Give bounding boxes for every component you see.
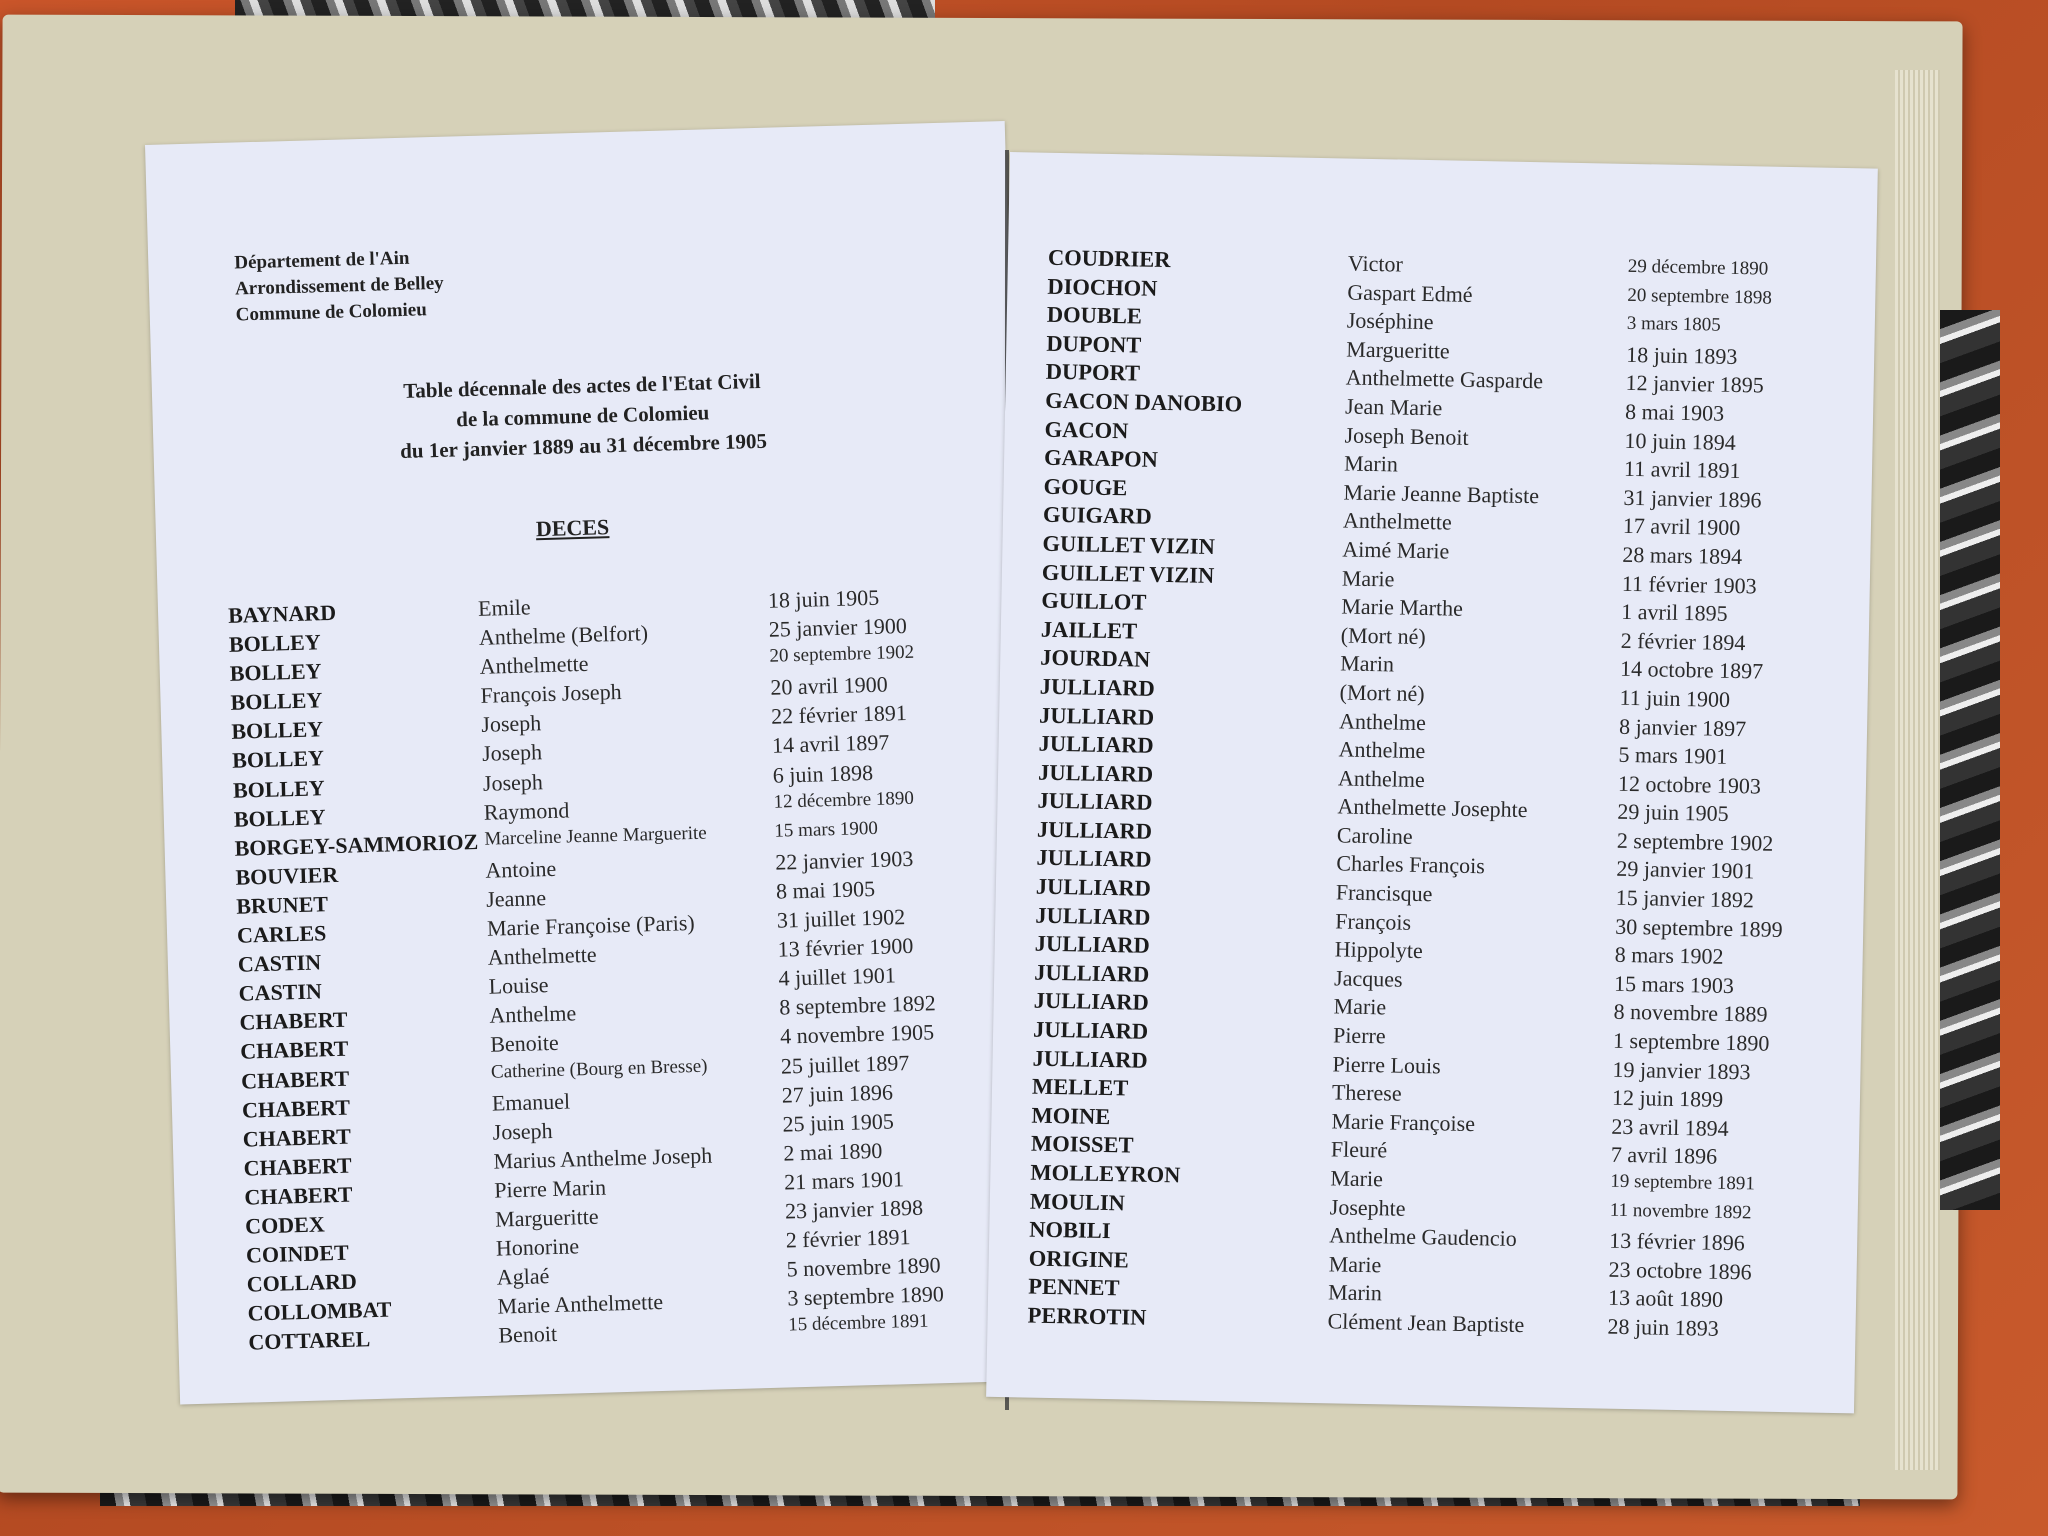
surname: BOLLEY bbox=[230, 687, 323, 716]
surname: CODEX bbox=[244, 1211, 325, 1239]
death-date: 27 juin 1896 bbox=[781, 1079, 894, 1108]
surname: JULLIARD bbox=[1034, 959, 1150, 987]
death-date: 28 juin 1893 bbox=[1607, 1313, 1720, 1341]
section-title: DECES bbox=[535, 514, 610, 542]
death-date: 12 juin 1899 bbox=[1611, 1084, 1724, 1113]
surname: COLLARD bbox=[246, 1268, 358, 1297]
death-date: 20 avril 1900 bbox=[770, 671, 889, 701]
surname: BOLLEY bbox=[231, 716, 324, 745]
surname: CHABERT bbox=[242, 1123, 352, 1152]
first-names: (Mort né) bbox=[1339, 679, 1425, 706]
first-names: Marin bbox=[1327, 1279, 1383, 1306]
surname: CHABERT bbox=[241, 1094, 351, 1123]
death-date: 21 mars 1901 bbox=[783, 1166, 905, 1195]
page-edges bbox=[1895, 70, 1940, 1470]
first-names: Jacques bbox=[1333, 965, 1403, 992]
death-date: 20 septembre 1902 bbox=[769, 641, 915, 667]
surname: BAYNARD bbox=[227, 599, 337, 628]
death-date: 11 février 1903 bbox=[1621, 570, 1757, 598]
death-date: 6 juin 1898 bbox=[772, 759, 874, 788]
first-names: Marie Françoise bbox=[1331, 1108, 1476, 1136]
first-names: Joseph bbox=[481, 739, 543, 767]
death-date: 17 avril 1900 bbox=[1622, 513, 1741, 541]
first-names: Margueritte bbox=[1346, 336, 1450, 364]
surname: JULLIARD bbox=[1037, 759, 1154, 787]
first-names: Victor bbox=[1347, 250, 1404, 277]
first-names: Benoit bbox=[498, 1321, 558, 1348]
death-date: 29 juin 1905 bbox=[1617, 799, 1729, 827]
first-names: Anthelme bbox=[489, 1000, 577, 1029]
surname: GARAPON bbox=[1043, 444, 1159, 473]
death-date: 13 février 1896 bbox=[1608, 1227, 1746, 1256]
surname: PERROTIN bbox=[1027, 1302, 1147, 1330]
first-names: Marie bbox=[1328, 1251, 1382, 1278]
death-date: 11 avril 1891 bbox=[1623, 456, 1741, 484]
surname: COTTAREL bbox=[248, 1326, 371, 1355]
death-date: 22 janvier 1903 bbox=[774, 845, 914, 875]
surname: BOLLEY bbox=[232, 774, 326, 803]
surname: MOINE bbox=[1031, 1102, 1111, 1129]
surname: JULLIARD bbox=[1035, 902, 1151, 930]
death-date: 13 août 1890 bbox=[1607, 1285, 1724, 1313]
first-names: Emile bbox=[477, 594, 531, 621]
first-names: Joseph bbox=[492, 1117, 553, 1145]
death-date: 30 septembre 1899 bbox=[1615, 913, 1783, 942]
death-date: 11 novembre 1892 bbox=[1609, 1199, 1752, 1224]
death-date: 4 novembre 1905 bbox=[779, 1019, 935, 1050]
surname: CHABERT bbox=[244, 1181, 353, 1210]
surname: NOBILI bbox=[1029, 1216, 1111, 1244]
first-names: Margueritte bbox=[494, 1203, 599, 1232]
surname: JULLIARD bbox=[1036, 845, 1152, 873]
title-line: Table décennale des actes de l'Etat Civil bbox=[402, 368, 761, 403]
first-names: Anthelme bbox=[1338, 707, 1427, 735]
death-date: 5 novembre 1890 bbox=[786, 1252, 941, 1282]
first-names: (Mort né) bbox=[1340, 622, 1426, 649]
surname: COINDET bbox=[245, 1239, 350, 1268]
surname: MOISSET bbox=[1030, 1130, 1134, 1158]
marbled-cover-right bbox=[1940, 310, 2000, 1210]
death-date: 2 février 1894 bbox=[1620, 627, 1746, 655]
surname: GACON bbox=[1044, 416, 1129, 443]
surname: CASTIN bbox=[237, 949, 322, 977]
right-entry-list bbox=[1027, 245, 1866, 1347]
first-names: Anthelme bbox=[1337, 765, 1426, 792]
surname: JULLIARD bbox=[1036, 816, 1153, 844]
first-names: Therese bbox=[1331, 1079, 1402, 1106]
death-date: 7 avril 1896 bbox=[1610, 1142, 1718, 1170]
death-date: 15 mars 1900 bbox=[774, 817, 879, 842]
first-names: Antoine bbox=[485, 855, 557, 883]
first-names: Joseph bbox=[482, 768, 544, 796]
surname: JULLIARD bbox=[1034, 930, 1151, 959]
first-names: Marius Anthelme Joseph bbox=[493, 1142, 713, 1174]
first-names: Marie Françoise (Paris) bbox=[486, 909, 695, 941]
death-date: 22 février 1891 bbox=[770, 700, 908, 730]
header-line: Département de l'Ain bbox=[234, 247, 410, 274]
first-names: Marie Anthelmette bbox=[497, 1289, 664, 1319]
surname: JULLIARD bbox=[1038, 702, 1155, 730]
surname: GUILLET VIZIN bbox=[1041, 559, 1215, 588]
death-date: 3 septembre 1890 bbox=[787, 1281, 945, 1311]
death-date: 20 septembre 1898 bbox=[1627, 284, 1773, 309]
surname: COUDRIER bbox=[1047, 244, 1171, 273]
death-date: 31 janvier 1896 bbox=[1623, 484, 1762, 513]
death-date: 29 décembre 1890 bbox=[1627, 255, 1769, 280]
surname: COLLOMBAT bbox=[247, 1296, 392, 1326]
first-names: Catherine (Bourg en Bresse) bbox=[490, 1055, 708, 1083]
first-names: Anthelme bbox=[1338, 736, 1426, 764]
first-names: Aimé Marie bbox=[1342, 536, 1450, 564]
surname: JAILLET bbox=[1040, 616, 1138, 644]
death-date: 23 janvier 1898 bbox=[784, 1194, 924, 1224]
header-block bbox=[234, 245, 445, 329]
first-names: Anthelmette Josephte bbox=[1337, 793, 1528, 823]
death-date: 8 mai 1905 bbox=[775, 875, 876, 904]
left-sheet bbox=[145, 121, 1040, 1405]
death-date: 15 janvier 1892 bbox=[1615, 884, 1755, 913]
title-line: de la commune de Colomieu bbox=[455, 400, 710, 432]
death-date: 8 janvier 1897 bbox=[1618, 713, 1747, 741]
first-names: Marie Marthe bbox=[1341, 593, 1464, 621]
surname: ORIGINE bbox=[1028, 1245, 1130, 1273]
surname: CARLES bbox=[236, 920, 327, 948]
surname: DOUBLE bbox=[1046, 301, 1143, 329]
first-names: Marin bbox=[1340, 650, 1395, 677]
first-names: Benoite bbox=[489, 1030, 560, 1058]
surname: MELLET bbox=[1031, 1073, 1129, 1101]
first-names: Jeanne bbox=[485, 885, 547, 912]
surname: BRUNET bbox=[235, 891, 329, 919]
first-names: Francisque bbox=[1335, 879, 1433, 907]
first-names: Marie bbox=[1330, 1165, 1384, 1192]
right-sheet bbox=[986, 152, 1878, 1413]
surname: GUIGARD bbox=[1042, 502, 1153, 530]
first-names: Hippolyte bbox=[1334, 936, 1423, 964]
death-date: 25 juillet 1897 bbox=[780, 1049, 910, 1079]
first-names: Marie bbox=[1341, 564, 1395, 591]
first-names: Josephte bbox=[1329, 1193, 1406, 1221]
surname: GUILLOT bbox=[1041, 587, 1147, 615]
surname: CHABERT bbox=[240, 1065, 350, 1094]
first-names: Anthelmette Gasparde bbox=[1345, 364, 1544, 394]
first-names: Charles François bbox=[1336, 850, 1486, 879]
first-names: Honorine bbox=[495, 1233, 580, 1261]
first-names: Louise bbox=[488, 972, 549, 999]
death-date: 12 janvier 1895 bbox=[1625, 370, 1764, 398]
first-names: François bbox=[1335, 908, 1412, 935]
first-names: Marin bbox=[1343, 450, 1399, 477]
death-date: 1 septembre 1890 bbox=[1612, 1027, 1770, 1056]
surname: CHABERT bbox=[240, 1036, 349, 1065]
death-date: 2 septembre 1902 bbox=[1616, 827, 1774, 856]
header-line: Arrondissement de Belley bbox=[234, 272, 444, 300]
surname: JULLIARD bbox=[1033, 988, 1149, 1016]
death-date: 10 juin 1894 bbox=[1624, 427, 1737, 455]
surname: MOULIN bbox=[1029, 1188, 1126, 1215]
death-date: 2 mai 1890 bbox=[783, 1137, 883, 1166]
first-names: Caroline bbox=[1336, 822, 1413, 849]
surname: BOLLEY bbox=[229, 658, 322, 687]
death-date: 13 février 1900 bbox=[777, 932, 914, 962]
surname: PENNET bbox=[1027, 1273, 1120, 1301]
death-date: 19 janvier 1893 bbox=[1612, 1056, 1751, 1085]
first-names: Jean Marie bbox=[1344, 393, 1443, 421]
death-date: 14 octobre 1897 bbox=[1619, 656, 1764, 684]
first-names: Marie Jeanne Baptiste bbox=[1343, 479, 1540, 508]
first-names: Anthelmette bbox=[1342, 507, 1452, 535]
surname: DUPONT bbox=[1046, 330, 1142, 358]
header-line: Commune de Colomieu bbox=[235, 299, 428, 326]
first-names: Pierre Marin bbox=[493, 1174, 607, 1203]
surname: CHABERT bbox=[243, 1152, 352, 1181]
death-date: 5 mars 1901 bbox=[1618, 741, 1728, 769]
first-names: Aglaé bbox=[496, 1263, 550, 1290]
first-names: Gaspart Edmé bbox=[1347, 279, 1473, 307]
first-names: Marceline Jeanne Marguerite bbox=[484, 822, 707, 850]
first-names: Anthelmette bbox=[487, 941, 597, 970]
death-date: 23 avril 1894 bbox=[1611, 1113, 1729, 1141]
first-names: Joseph bbox=[480, 710, 542, 738]
death-date: 18 juin 1905 bbox=[767, 584, 880, 613]
death-date: 8 novembre 1889 bbox=[1613, 999, 1768, 1028]
first-names: Anthelmette bbox=[479, 651, 589, 680]
first-names: Joséphine bbox=[1346, 307, 1434, 335]
death-date: 28 mars 1894 bbox=[1622, 541, 1743, 570]
death-date: 4 juillet 1901 bbox=[778, 962, 897, 991]
first-names: Raymond bbox=[483, 797, 570, 825]
surname: BORGEY-SAMMORIOZ bbox=[234, 828, 479, 861]
death-date: 8 septembre 1892 bbox=[778, 990, 937, 1020]
death-date: 31 juillet 1902 bbox=[776, 904, 906, 933]
title-line: du 1er janvier 1889 au 31 décembre 1905 bbox=[399, 428, 768, 463]
surname: CHABERT bbox=[239, 1007, 348, 1036]
death-date: 15 mars 1903 bbox=[1613, 970, 1735, 998]
death-date: 3 mars 1805 bbox=[1626, 313, 1721, 336]
surname: BOLLEY bbox=[231, 745, 325, 774]
surname: JULLIARD bbox=[1039, 673, 1156, 701]
surname: GOUGE bbox=[1043, 473, 1128, 501]
surname: DIOCHON bbox=[1047, 273, 1158, 301]
first-names: Joseph Benoit bbox=[1344, 422, 1469, 450]
surname: GACON DANOBIO bbox=[1045, 387, 1243, 417]
left-entry-list bbox=[198, 581, 1029, 1360]
surname: JULLIARD bbox=[1035, 873, 1152, 901]
surname: BOLLEY bbox=[233, 803, 326, 832]
death-date: 23 octobre 1896 bbox=[1608, 1256, 1752, 1285]
surname: JULLIARD bbox=[1038, 730, 1154, 758]
death-date: 12 octobre 1903 bbox=[1617, 770, 1762, 799]
first-names: Emanuel bbox=[491, 1088, 571, 1116]
surname: GUILLET VIZIN bbox=[1042, 530, 1216, 559]
first-names: Pierre Louis bbox=[1332, 1050, 1441, 1079]
death-date: 25 janvier 1900 bbox=[768, 613, 908, 642]
surname: BOLLEY bbox=[228, 629, 321, 657]
surname: BOUVIER bbox=[235, 861, 339, 890]
first-names: Fleuré bbox=[1330, 1136, 1388, 1163]
surname: JULLIARD bbox=[1032, 1045, 1148, 1073]
first-names: Pierre bbox=[1332, 1022, 1386, 1049]
surname: CASTIN bbox=[238, 978, 323, 1006]
first-names: François Joseph bbox=[480, 679, 622, 709]
document-title bbox=[352, 364, 814, 467]
first-names: Anthelme Gaudencio bbox=[1329, 1222, 1518, 1252]
death-date: 29 janvier 1901 bbox=[1616, 856, 1755, 884]
death-date: 19 septembre 1891 bbox=[1610, 1170, 1756, 1195]
death-date: 12 décembre 1890 bbox=[773, 787, 915, 813]
death-date: 8 mai 1903 bbox=[1624, 398, 1725, 426]
death-date: 18 juin 1893 bbox=[1625, 341, 1738, 369]
surname: JOURDAN bbox=[1040, 644, 1151, 673]
surname: DUPORT bbox=[1045, 359, 1141, 386]
first-names: Clément Jean Baptiste bbox=[1327, 1308, 1525, 1338]
death-date: 8 mars 1902 bbox=[1614, 942, 1724, 970]
death-date: 11 juin 1900 bbox=[1619, 684, 1731, 712]
surname: JULLIARD bbox=[1037, 787, 1153, 816]
death-date: 25 juin 1905 bbox=[782, 1108, 895, 1137]
death-date: 14 avril 1897 bbox=[771, 729, 890, 759]
first-names: Marie bbox=[1333, 993, 1387, 1020]
death-date: 1 avril 1895 bbox=[1621, 598, 1728, 626]
first-names: Anthelme (Belfort) bbox=[478, 620, 649, 650]
surname: MOLLEYRON bbox=[1030, 1159, 1181, 1188]
death-date: 2 février 1891 bbox=[785, 1224, 911, 1253]
surname: JULLIARD bbox=[1032, 1016, 1149, 1044]
death-date: 15 décembre 1891 bbox=[787, 1310, 929, 1336]
